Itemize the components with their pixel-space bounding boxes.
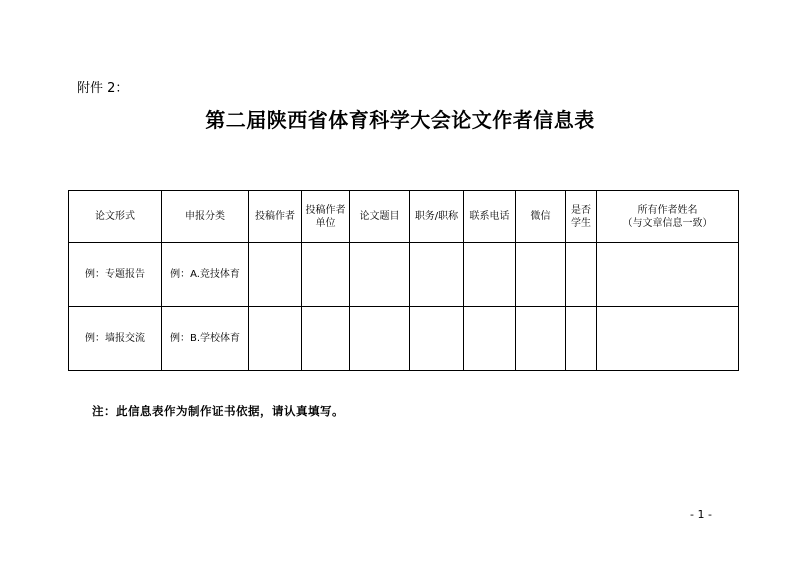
cell-author-unit[interactable] (302, 307, 350, 371)
header-paper-title: 论文题目 (350, 191, 410, 243)
cell-author[interactable] (249, 307, 302, 371)
header-is-student (566, 191, 597, 243)
cell-paper-title[interactable] (350, 243, 410, 307)
cell-phone[interactable] (464, 307, 516, 371)
page-title: 第二届陕西省体育科学大会论文作者信息表 (205, 108, 595, 132)
header-author-unit-line1: 投稿作者 (305, 204, 346, 216)
header-all-authors-line1: 所有作者姓名 (637, 204, 698, 216)
cell-category: 例：A.竞技体育 (162, 243, 249, 307)
page-number: - 1 - (690, 508, 712, 521)
footnote: 注：此信息表作为制作证书依据，请认真填写。 (92, 404, 344, 418)
cell-position[interactable] (410, 307, 464, 371)
cell-paper-form: 例：墙报交流 (69, 307, 162, 371)
cell-phone[interactable] (464, 243, 516, 307)
table-row (69, 243, 739, 307)
header-author: 投稿作者 (249, 191, 302, 243)
cell-paper-title[interactable] (350, 307, 410, 371)
header-position: 职务/职称 (410, 191, 464, 243)
header-is-student-line2: 学生 (571, 217, 591, 229)
header-is-student-line1: 是否 (571, 204, 591, 216)
cell-author[interactable] (249, 243, 302, 307)
attachment-label: 附件 2： (77, 81, 129, 96)
header-author-unit (302, 191, 350, 243)
table-header-row (69, 191, 739, 243)
table-row (69, 307, 739, 371)
author-info-table (68, 190, 739, 371)
cell-is-student[interactable] (566, 243, 597, 307)
header-wechat: 微信 (516, 191, 566, 243)
cell-is-student[interactable] (566, 307, 597, 371)
header-all-authors-line2: （与文章信息一致） (622, 217, 713, 229)
header-author-unit-line2: 单位 (315, 217, 336, 229)
cell-author-unit[interactable] (302, 243, 350, 307)
header-all-authors (597, 191, 739, 243)
cell-wechat[interactable] (516, 243, 566, 307)
cell-position[interactable] (410, 243, 464, 307)
header-paper-form: 论文形式 (69, 191, 162, 243)
cell-all-authors[interactable] (597, 243, 739, 307)
cell-category: 例：B.学校体育 (162, 307, 249, 371)
header-phone: 联系电话 (464, 191, 516, 243)
cell-wechat[interactable] (516, 307, 566, 371)
cell-paper-form: 例：专题报告 (69, 243, 162, 307)
cell-all-authors[interactable] (597, 307, 739, 371)
header-category: 申报分类 (162, 191, 249, 243)
